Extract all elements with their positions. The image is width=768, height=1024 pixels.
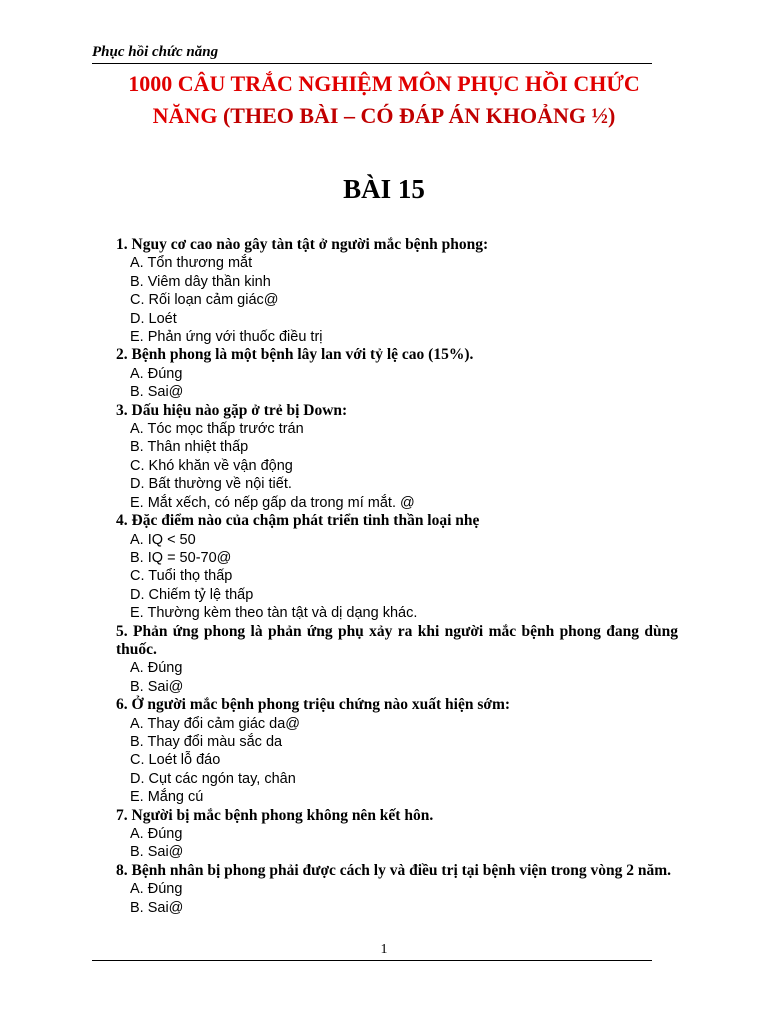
question-block xyxy=(116,623,678,697)
answer-option: A. Tóc mọc thấp trước trán xyxy=(130,421,304,438)
answer-option: B. Sai@ xyxy=(130,678,184,695)
answer-option: B. Sai@ xyxy=(130,844,184,861)
title-line-2-subtitle: (THEO BÀI – CÓ ĐÁP ÁN KHOẢNG ½) xyxy=(222,103,616,128)
question-text: 3. Dấu hiệu nào gặp ở trẻ bị Down: xyxy=(116,401,348,419)
question-block xyxy=(116,807,678,862)
page-number: 1 xyxy=(380,942,388,957)
answer-option: B. Thân nhiệt thấp xyxy=(130,439,249,456)
question-block xyxy=(116,512,678,622)
question-block xyxy=(116,862,678,917)
question-list xyxy=(116,236,678,917)
running-header: Phục hồi chức năng xyxy=(92,44,652,64)
question-text: 1. Nguy cơ cao nào gây tàn tật ở người mắc bệnh phong: xyxy=(116,236,489,253)
question-text: 4. Đặc điểm nào của chậm phát triển tinh thần loại nhẹ xyxy=(116,512,480,530)
answer-option: B. Sai@ xyxy=(130,899,184,916)
answer-option: C. Loét lỗ đáo xyxy=(130,752,221,769)
answer-option: A. IQ < 50 xyxy=(130,531,196,548)
answer-option: A. Đúng xyxy=(130,660,183,677)
answer-option: D. Bất thường về nội tiết. xyxy=(130,476,292,493)
question-text: 2. Bệnh phong là một bệnh lây lan với tỷ lệ cao (15%). xyxy=(116,346,474,364)
answer-option: E. Mắng cú xyxy=(130,789,204,806)
answer-option: E. Mắt xếch, có nếp gấp da trong mí mắt. @ xyxy=(130,494,415,511)
question-block xyxy=(116,236,678,346)
answer-option: A. Thay đổi cảm giác da@ xyxy=(130,715,301,732)
answer-option: C. Tuổi thọ thấp xyxy=(130,568,233,585)
answer-option: B. Thay đổi màu sắc da xyxy=(130,733,283,750)
answer-option: E. Thường kèm theo tàn tật và dị dạng khác. xyxy=(130,605,418,622)
question-text: 6. Ở người mắc bệnh phong triệu chứng nào xuất hiện sớm: xyxy=(116,696,511,714)
answer-option: D. Cụt các ngón tay, chân xyxy=(130,770,296,787)
answer-option: C. Khó khăn về vận động xyxy=(130,457,293,474)
answer-option: C. Rối loạn cảm giác@ xyxy=(130,292,279,309)
answer-option: E. Phản ứng với thuốc điều trị xyxy=(130,329,323,346)
document-title xyxy=(92,68,676,132)
lesson-heading: BÀI 15 xyxy=(343,174,425,204)
question-text: 5. Phản ứng phong là phản ứng phụ xảy ra khi người mắc bệnh phong đang dùng thuốc. xyxy=(116,622,678,658)
title-line-2 xyxy=(92,100,676,132)
footer-rule xyxy=(92,960,652,961)
answer-option: B. Viêm dây thần kinh xyxy=(130,273,271,290)
title-line-1: 1000 CÂU TRẮC NGHIỆM MÔN PHỤC HỒI CHỨC xyxy=(128,71,640,96)
question-text: 7. Người bị mắc bệnh phong không nên kết hôn. xyxy=(116,806,434,824)
answer-option: B. Sai@ xyxy=(130,384,184,401)
title-line-2-start: NĂNG xyxy=(152,103,218,128)
answer-option: A. Đúng xyxy=(130,826,183,842)
answer-option: D. Chiếm tỷ lệ thấp xyxy=(130,586,254,603)
question-block xyxy=(116,346,678,401)
answer-option: B. IQ = 50-70@ xyxy=(130,549,232,566)
answer-option: D. Loét xyxy=(130,310,177,327)
question-block xyxy=(116,402,678,512)
answer-option: A. Đúng xyxy=(130,365,183,382)
question-text: 8. Bệnh nhân bị phong phải được cách ly và điều trị tại bệnh viện trong vòng 2 năm. xyxy=(116,861,672,879)
answer-option: A. Đúng xyxy=(130,881,183,898)
question-block xyxy=(116,696,678,806)
answer-option: A. Tổn thương mắt xyxy=(130,255,253,272)
